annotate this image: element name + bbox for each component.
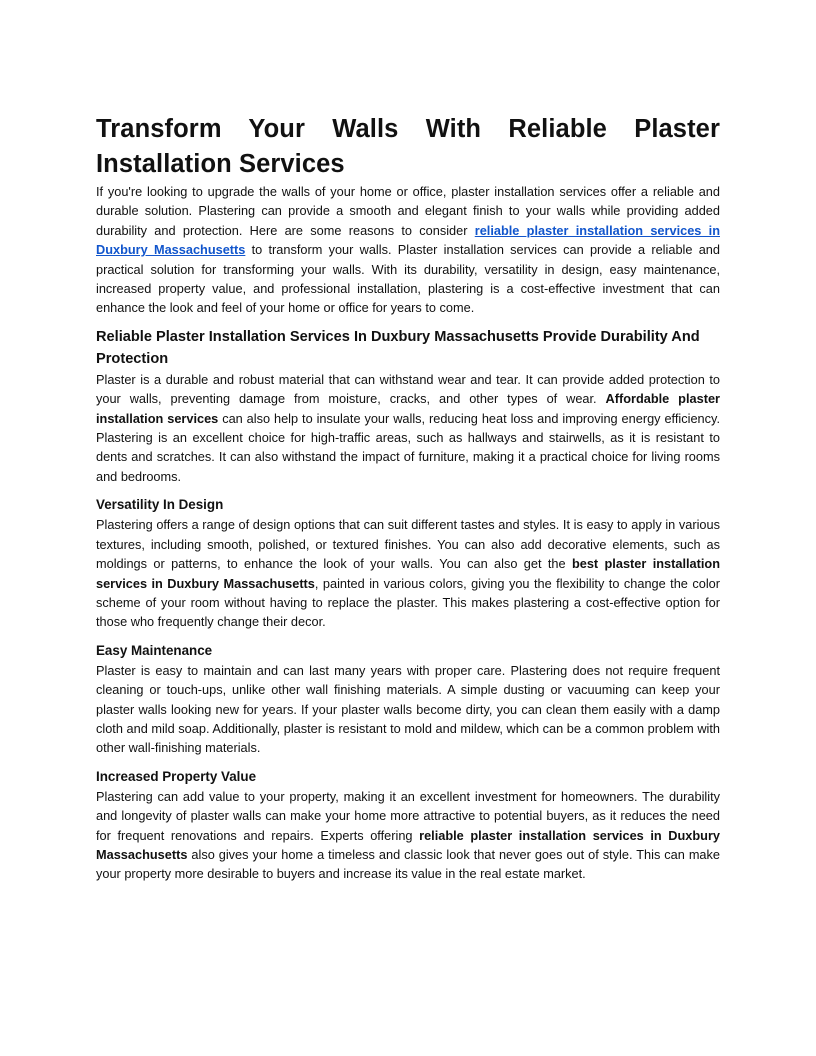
section2-heading: Versatility In Design xyxy=(96,497,224,513)
section1-text-2: can also help to insulate your walls, reducing heat loss and improving energy efficiency. Plastering is an excellent choice for high-traffic areas, such as hallways and stairwells, as it is resistant to dents and scratches. It can also withstand the impact of furniture, making it a practical choice for living rooms and bedrooms. xyxy=(96,410,720,484)
section4-paragraph xyxy=(96,787,720,884)
section4-heading: Increased Property Value xyxy=(96,768,257,784)
section4-bold-text: reliable plaster installation services in Duxbury Massachusetts xyxy=(96,827,720,862)
intro-text-2: to transform your walls. Plaster installation services can provide a reliable and practical solution for transforming your walls. With its durability, versatility in design, easy maintenance, increased property value, and professional installation, plastering is a cost-effective investment that can enhance the look and feel of your home or office for years to come. xyxy=(96,242,720,316)
section4-text-1: Plastering can add value to your property, making it an excellent investment for homeowners. The durability and longevity of plaster walls can make your home more attractive to potential buyers, as it reduces the need for frequent renovations and repairs. Experts offering xyxy=(96,788,720,843)
page-title: Transform Your Walls With Reliable Plaster Installation Services xyxy=(96,115,720,178)
section1-bold-text: Affordable plaster installation services xyxy=(96,391,720,426)
plaster-services-link[interactable]: reliable plaster installation services in Duxbury Massachusetts xyxy=(96,222,720,258)
section1-paragraph xyxy=(96,370,720,486)
section2-text-1: Plastering offers a range of design options that can suit different tastes and styles. It is easy to apply in various textures, including smooth, polished, or textured finishes. You can also add decorative elements, such as moldings or patterns, to enhance the look of your walls. You can also get the xyxy=(96,517,720,572)
intro-text-1: If you're looking to upgrade the walls of your home or office, plaster installation services offer a reliable and durable solution. Plastering can provide a smooth and elegant finish to your walls while providing added durability and protection. Here are some reasons to consider xyxy=(96,184,720,238)
section1-heading: Reliable Plaster Installation Services In Duxbury Massachusetts Provide Durability And Protection xyxy=(96,328,700,367)
section3-text-1: Plaster is easy to maintain and can last many years with proper care. Plastering does not require frequent cleaning or touch-ups, unlike other wall finishing materials. A simple dusting or vacuuming can keep your plaster walls looking new for years. If your plaster walls become dirty, you can clean them easily with a damp cloth and mild soap. Additionally, plaster is resistant to mold and mildew, which can be a common problem with other wall-finishing materials. xyxy=(96,662,720,756)
section1-text-1: Plaster is a durable and robust material that can withstand wear and tear. It can provide added protection to your walls, preventing damage from moisture, cracks, and other types of wear. xyxy=(96,371,720,407)
intro-paragraph xyxy=(96,182,720,318)
section2-bold-text: best plaster installation services in Duxbury Massachusetts xyxy=(96,556,720,591)
section3-paragraph xyxy=(96,661,720,758)
document-body xyxy=(96,112,720,884)
section2-paragraph xyxy=(96,515,720,631)
section2-text-2: , painted in various colors, giving you the flexibility to change the color scheme of your room without having to replace the plaster. This makes plastering a cost-effective option for those who frequently change their decor. xyxy=(96,575,720,630)
section3-heading: Easy Maintenance xyxy=(96,642,213,658)
section4-text-2: also gives your home a timeless and classic look that never goes out of style. This can make your property more desirable to buyers and increase its value in the real estate market. xyxy=(96,846,720,882)
